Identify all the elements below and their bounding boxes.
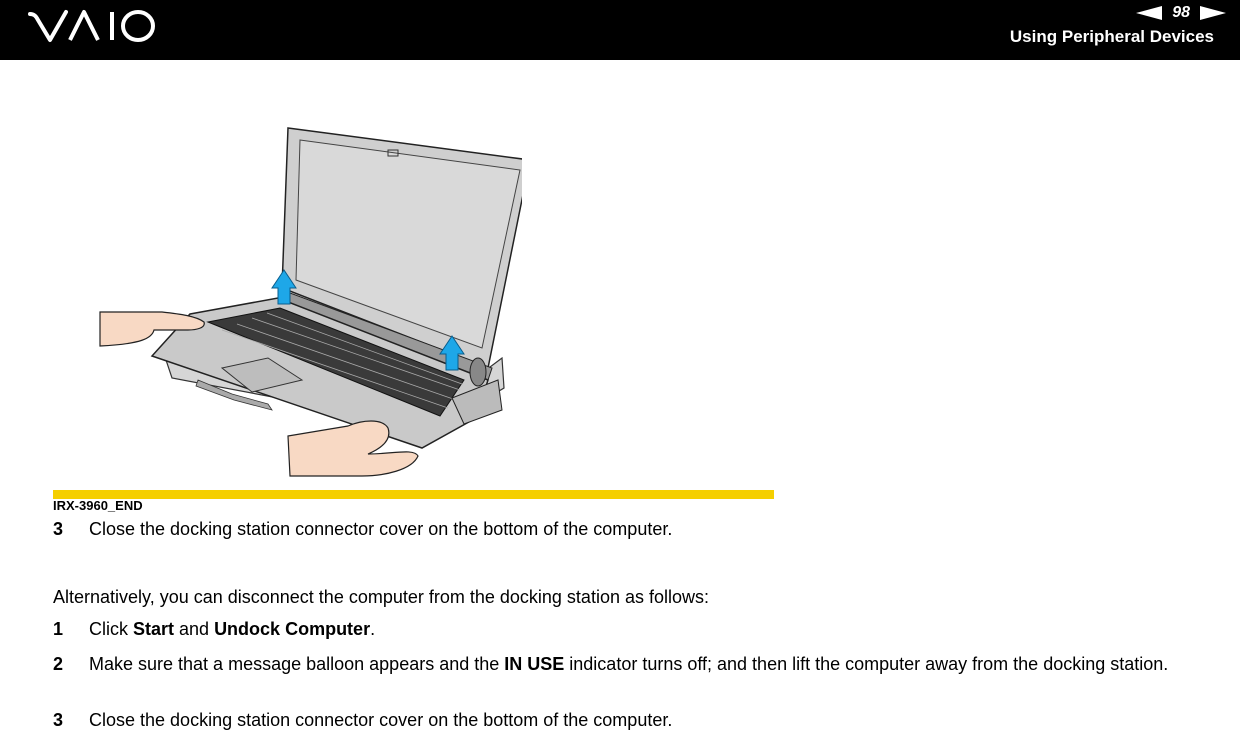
- step-text: Close the docking station connector cover on the bottom of the computer.: [89, 519, 673, 539]
- figure-caption: IRX-3960_END: [53, 498, 143, 513]
- in-use-keyword: IN USE: [504, 654, 565, 674]
- page-number: 98: [1172, 4, 1190, 21]
- step-text: Click Start and Undock Computer.: [89, 619, 376, 639]
- start-keyword: Start: [133, 619, 175, 639]
- step-number: 2: [53, 654, 64, 674]
- step-text: Make sure that a message balloon appears and the IN USE indicator turns off; and then lift the computer away from the docking station.: [89, 654, 1169, 674]
- triangle-right-icon[interactable]: [1200, 6, 1226, 20]
- step-number: 1: [53, 619, 64, 639]
- step-number: 3: [53, 519, 64, 539]
- intro-paragraph: Alternatively, you can disconnect the computer from the docking station as follows:: [53, 587, 709, 607]
- laptop-illustration: [92, 118, 522, 488]
- step-number: 3: [53, 710, 64, 730]
- undock-keyword: Undock Computer: [214, 619, 371, 639]
- step-text: Close the docking station connector cover on the bottom of the computer.: [89, 710, 673, 730]
- section-title: Using Peripheral Devices: [1009, 27, 1214, 46]
- figure-rule: [53, 490, 774, 499]
- vaio-logo: [28, 8, 158, 44]
- triangle-left-icon[interactable]: [1136, 6, 1162, 20]
- page-header: [0, 0, 1240, 60]
